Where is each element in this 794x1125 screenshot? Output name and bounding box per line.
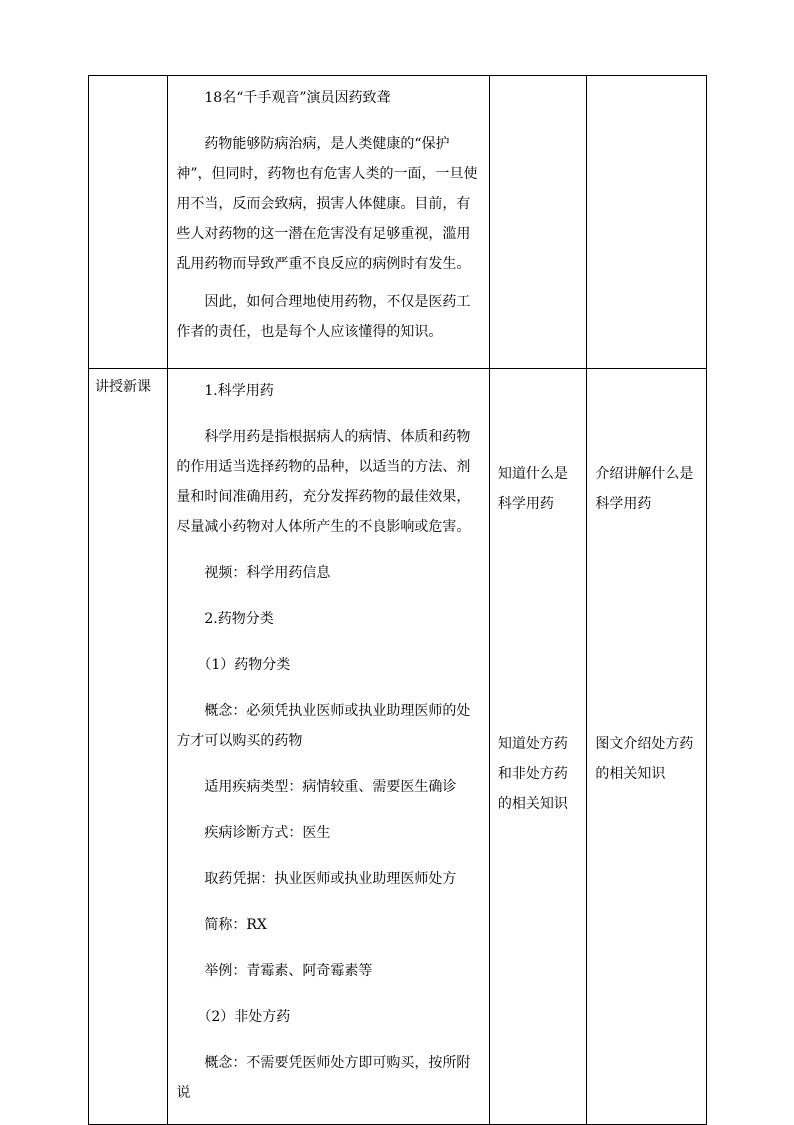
lesson-plan-table [88,75,707,1125]
student-activity-text: 知道什么是科学用药 [497,466,568,512]
stage-label: 讲授新课 [95,379,151,395]
content-cell [168,369,490,1125]
example-text: 举例：青霉素、阿奇霉素等 [204,963,373,979]
abbr-text: 简称：RX [204,917,267,933]
student-activity-text: 知道处方药和非处方药的相关知识 [497,736,568,812]
disease-type-text: 适用疾病类型：病情较重、需要医生确诊 [204,779,457,795]
section-title: 2.药物分类 [204,611,274,627]
student-activity-cell [489,369,586,1125]
subsection-title: （1）药物分类 [197,657,291,673]
table-row [89,76,707,369]
stage-cell [89,369,168,1125]
table-row [89,369,707,1125]
teacher-activity-text: 介绍讲解什么是科学用药 [595,466,694,512]
video-note: 视频：科学用药信息 [204,565,331,581]
section-title: 1.科学用药 [204,383,274,399]
content-cell [168,76,490,369]
concept-text: 概念：必须凭执业医师或执业助理医师的处方才可以购买的药物 [176,703,471,749]
student-activity-cell [489,76,586,369]
stage-cell [89,76,168,369]
teacher-activity-text: 图文介绍处方药的相关知识 [595,736,694,782]
headline: 18名“千手观音”演员因药致聋 [204,90,391,106]
paragraph: 因此，如何合理地使用药物，不仅是医药工作者的责任，也是每个人应该懂得的知识。 [176,294,471,340]
paragraph: 药物能够防病治病，是人类健康的“保护神”，但同时，药物也有危害人类的一面，一旦使用不当，反而会致病，损害人体健康。目前，有些人对药物的这一潜在危害没有足够重视，滥用乱用药物而导致严重不良反应的病例时有发生。 [176,136,478,272]
teacher-activity-cell [587,76,707,369]
concept-text: 概念：不需要凭医师处方即可购买，按所附说 [176,1055,471,1101]
diagnosis-text: 疾病诊断方式：医生 [204,825,331,841]
subsection-title: （2）非处方药 [197,1009,291,1025]
teacher-activity-cell [587,369,707,1125]
paragraph: 科学用药是指根据病人的病情、体质和药物的作用适当选择药物的品种，以适当的方法、剂量和时间准确用药，充分发挥药物的最佳效果，尽量减小药物对人体所产生的不良影响或危害。 [176,429,471,535]
basis-text: 取药凭据：执业医师或执业助理医师处方 [204,871,457,887]
